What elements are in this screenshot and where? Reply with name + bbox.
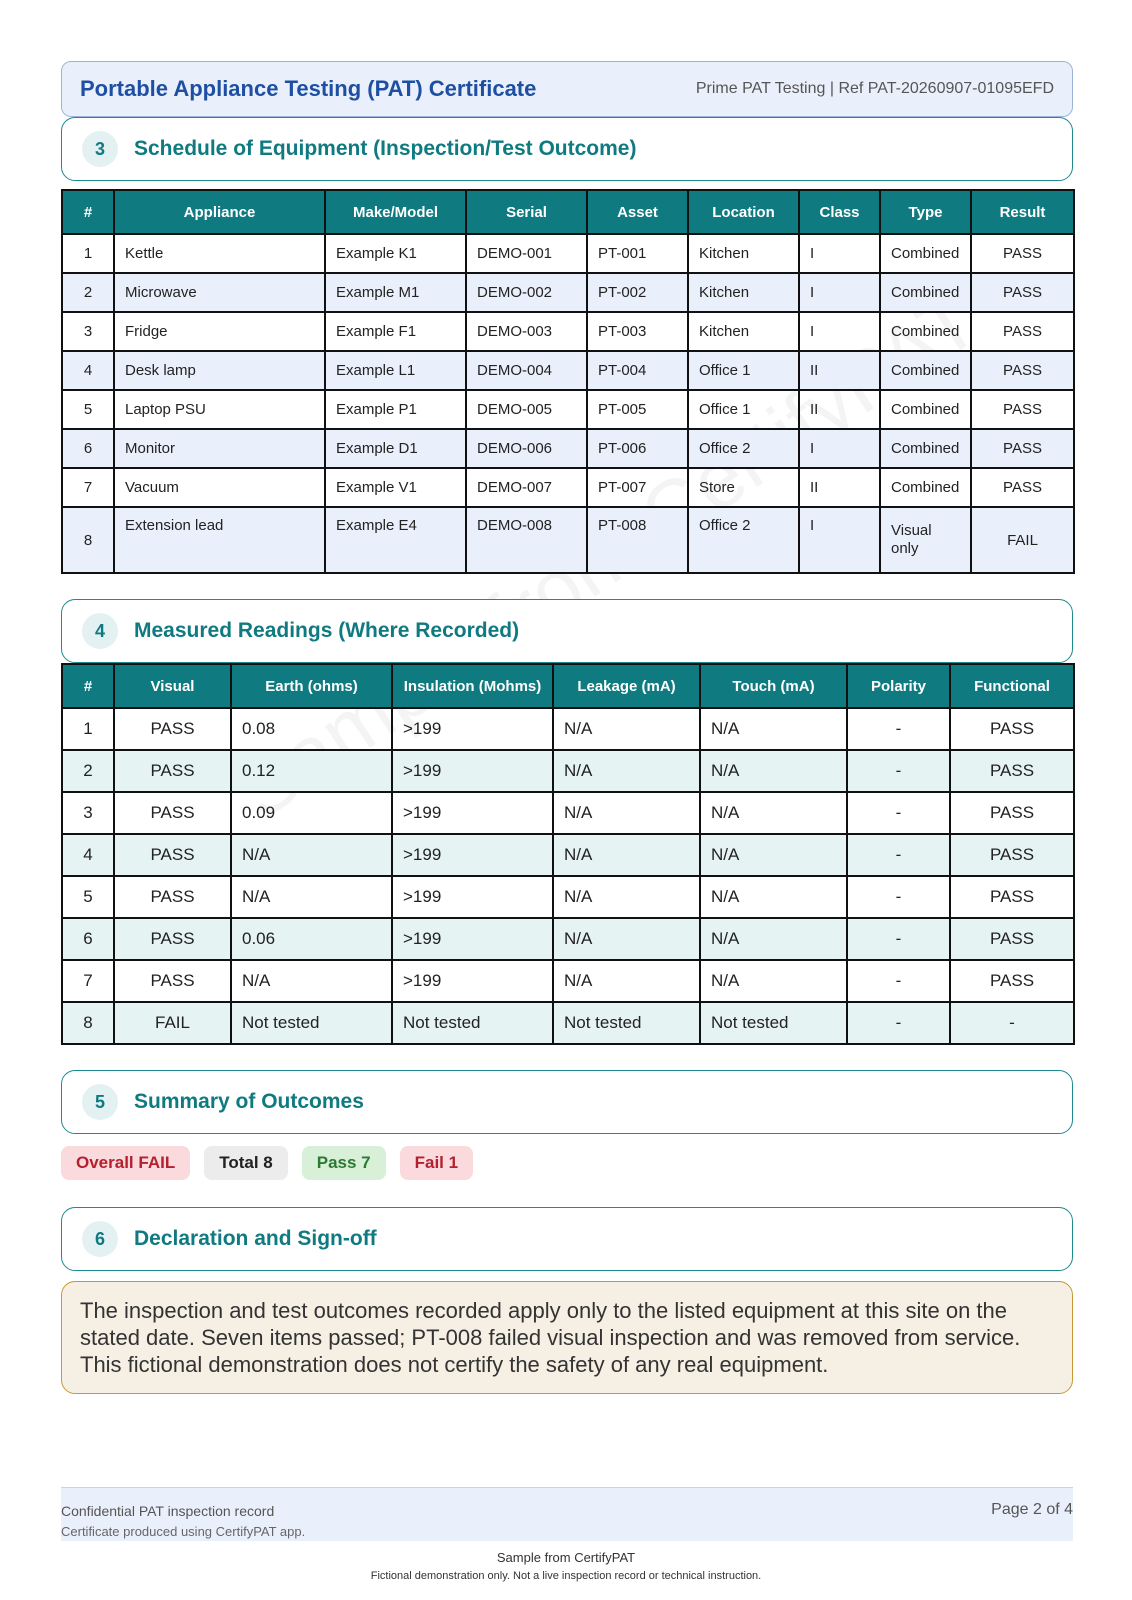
pass-count-badge: Pass 7: [302, 1146, 386, 1180]
section-number: 4: [82, 613, 118, 649]
table-cell: Office 2: [688, 429, 799, 468]
table-cell: >199: [392, 876, 553, 918]
table-cell: Microwave: [114, 273, 325, 312]
table-cell: N/A: [553, 792, 700, 834]
table-cell: PASS: [950, 918, 1074, 960]
table-cell: PASS: [971, 351, 1074, 390]
table-cell: Fridge: [114, 312, 325, 351]
table-cell: Not tested: [700, 1002, 847, 1044]
table-row: [62, 834, 1074, 876]
column-header: Earth (ohms): [231, 664, 392, 708]
table-cell: 2: [62, 750, 114, 792]
table-cell: N/A: [700, 792, 847, 834]
table-cell: I: [799, 507, 880, 573]
table-cell: >199: [392, 918, 553, 960]
column-header: Polarity: [847, 664, 950, 708]
table-cell: Kettle: [114, 234, 325, 273]
table-cell: I: [799, 234, 880, 273]
column-header: Functional: [950, 664, 1074, 708]
table-cell: PT-002: [587, 273, 688, 312]
table-cell: Example F1: [325, 312, 466, 351]
table-cell: N/A: [553, 750, 700, 792]
table-cell: II: [799, 468, 880, 507]
table-cell: 5: [62, 390, 114, 429]
table-cell: PT-004: [587, 351, 688, 390]
table-cell: Combined: [880, 312, 971, 351]
table-cell: PASS: [950, 750, 1074, 792]
table-row: [62, 960, 1074, 1002]
table-row: [62, 876, 1074, 918]
table-cell: Laptop PSU: [114, 390, 325, 429]
table-cell: N/A: [553, 834, 700, 876]
table-cell: N/A: [700, 876, 847, 918]
table-cell: N/A: [700, 960, 847, 1002]
table-cell: 6: [62, 918, 114, 960]
table-cell: 6: [62, 429, 114, 468]
table-row: [62, 918, 1074, 960]
equipment-table: [61, 189, 1075, 574]
table-cell: 3: [62, 312, 114, 351]
table-cell: FAIL: [114, 1002, 231, 1044]
table-cell: Example M1: [325, 273, 466, 312]
table-cell: PT-005: [587, 390, 688, 429]
table-row: [62, 792, 1074, 834]
table-cell: PT-006: [587, 429, 688, 468]
table-cell: DEMO-003: [466, 312, 587, 351]
table-cell: >199: [392, 834, 553, 876]
table-cell: PT-008: [587, 507, 688, 573]
table-cell: PASS: [971, 429, 1074, 468]
table-cell: PT-001: [587, 234, 688, 273]
table-cell: PASS: [971, 390, 1074, 429]
column-header: Class: [799, 190, 880, 234]
table-cell: Example K1: [325, 234, 466, 273]
table-cell: Extension lead: [114, 507, 325, 573]
table-cell: Kitchen: [688, 234, 799, 273]
column-header: #: [62, 664, 114, 708]
table-row: [62, 390, 1074, 429]
column-header: Touch (mA): [700, 664, 847, 708]
footer-produced-by: Certificate produced using CertifyPAT app.: [61, 1524, 306, 1539]
certificate-page: [61, 61, 1073, 1394]
table-cell: 4: [62, 351, 114, 390]
table-cell: Combined: [880, 351, 971, 390]
table-cell: 0.12: [231, 750, 392, 792]
table-row: [62, 708, 1074, 750]
certificate-header: [61, 61, 1073, 117]
table-cell: Example E4: [325, 507, 466, 573]
table-cell: Office 1: [688, 390, 799, 429]
section-title: Schedule of Equipment (Inspection/Test Outcome): [134, 137, 637, 160]
table-cell: >199: [392, 750, 553, 792]
table-cell: -: [950, 1002, 1074, 1044]
table-cell: N/A: [553, 876, 700, 918]
table-row: [62, 429, 1074, 468]
table-cell: N/A: [553, 708, 700, 750]
table-row: [62, 468, 1074, 507]
table-cell: PASS: [114, 834, 231, 876]
table-cell: -: [847, 792, 950, 834]
table-cell: N/A: [231, 834, 392, 876]
table-cell: I: [799, 429, 880, 468]
table-cell: PASS: [971, 312, 1074, 351]
table-row: [62, 507, 1074, 573]
fail-count-badge: Fail 1: [400, 1146, 473, 1180]
table-cell: PASS: [114, 708, 231, 750]
section-title: Measured Readings (Where Recorded): [134, 619, 520, 642]
table-cell: DEMO-008: [466, 507, 587, 573]
table-cell: Example D1: [325, 429, 466, 468]
section-number: 3: [82, 131, 118, 167]
table-cell: -: [847, 708, 950, 750]
table-cell: 1: [62, 708, 114, 750]
table-cell: II: [799, 390, 880, 429]
readings-table: [61, 663, 1075, 1045]
table-cell: PASS: [950, 834, 1074, 876]
table-cell: PASS: [114, 960, 231, 1002]
table-cell: -: [847, 918, 950, 960]
table-cell: I: [799, 312, 880, 351]
table-cell: Not tested: [392, 1002, 553, 1044]
table-cell: -: [847, 834, 950, 876]
table-cell: N/A: [553, 918, 700, 960]
table-cell: DEMO-005: [466, 390, 587, 429]
table-cell: Example L1: [325, 351, 466, 390]
table-cell: N/A: [700, 750, 847, 792]
total-count-badge: Total 8: [204, 1146, 288, 1180]
overall-status-badge: Overall FAIL: [61, 1146, 190, 1180]
table-cell: DEMO-001: [466, 234, 587, 273]
table-cell: 1: [62, 234, 114, 273]
table-cell: Store: [688, 468, 799, 507]
section-header-declaration: [61, 1207, 1073, 1271]
table-cell: FAIL: [971, 507, 1074, 573]
table-cell: PASS: [950, 876, 1074, 918]
table-cell: -: [847, 876, 950, 918]
disclaimer-notice: Fictional demonstration only. Not a live inspection record or technical instruction.: [370, 1570, 762, 1582]
table-cell: PASS: [114, 918, 231, 960]
column-header: Insulation (Mohms): [392, 664, 553, 708]
table-cell: -: [847, 750, 950, 792]
declaration-text: The inspection and test outcomes recorded apply only to the listed equipment at this site on the stated date. Seven items passed; PT-008 failed visual inspection and was removed from service. This fictional demonstration does not certify the safety of any real equipment.: [61, 1281, 1073, 1394]
table-cell: PASS: [114, 876, 231, 918]
section-title: Declaration and Sign-off: [134, 1227, 377, 1250]
certificate-title: Portable Appliance Testing (PAT) Certificate: [80, 76, 537, 101]
table-cell: N/A: [231, 876, 392, 918]
table-cell: PASS: [950, 708, 1074, 750]
table-cell: N/A: [700, 918, 847, 960]
table-cell: Visual only: [880, 507, 971, 573]
column-header: Leakage (mA): [553, 664, 700, 708]
table-row: [62, 312, 1074, 351]
table-cell: I: [799, 273, 880, 312]
table-cell: PASS: [950, 960, 1074, 1002]
table-cell: 7: [62, 468, 114, 507]
table-cell: 2: [62, 273, 114, 312]
table-row: [62, 1002, 1074, 1044]
table-cell: Combined: [880, 468, 971, 507]
section-header-readings: [61, 599, 1073, 663]
table-cell: DEMO-006: [466, 429, 587, 468]
column-header: Result: [971, 190, 1074, 234]
table-row: [62, 351, 1074, 390]
column-header: Serial: [466, 190, 587, 234]
table-cell: 8: [62, 1002, 114, 1044]
section-number: 5: [82, 1084, 118, 1120]
table-cell: Example P1: [325, 390, 466, 429]
column-header: Visual: [114, 664, 231, 708]
table-row: [62, 750, 1074, 792]
table-cell: -: [847, 1002, 950, 1044]
table-cell: -: [847, 960, 950, 1002]
table-cell: 3: [62, 792, 114, 834]
column-header: Location: [688, 190, 799, 234]
table-cell: >199: [392, 708, 553, 750]
page-number: Page 2 of 4: [991, 1501, 1073, 1518]
table-cell: Not tested: [231, 1002, 392, 1044]
section-header-summary: [61, 1070, 1073, 1134]
table-cell: N/A: [553, 960, 700, 1002]
table-cell: Desk lamp: [114, 351, 325, 390]
summary-chips: [61, 1146, 1073, 1180]
equipment-header-row: [62, 190, 1074, 234]
table-cell: N/A: [700, 834, 847, 876]
table-cell: Combined: [880, 390, 971, 429]
column-header: Asset: [587, 190, 688, 234]
table-cell: 0.08: [231, 708, 392, 750]
table-cell: DEMO-002: [466, 273, 587, 312]
table-cell: Vacuum: [114, 468, 325, 507]
table-cell: 0.06: [231, 918, 392, 960]
table-cell: Not tested: [553, 1002, 700, 1044]
column-header: Make/Model: [325, 190, 466, 234]
table-cell: >199: [392, 792, 553, 834]
table-cell: PASS: [971, 468, 1074, 507]
table-cell: PASS: [114, 750, 231, 792]
table-cell: Kitchen: [688, 312, 799, 351]
table-cell: Combined: [880, 429, 971, 468]
table-cell: PT-003: [587, 312, 688, 351]
table-cell: 4: [62, 834, 114, 876]
table-cell: 0.09: [231, 792, 392, 834]
table-cell: Combined: [880, 234, 971, 273]
table-cell: PASS: [971, 273, 1074, 312]
sample-notice: Sample from CertifyPAT: [496, 1550, 636, 1565]
table-cell: Office 2: [688, 507, 799, 573]
section-header-equipment: [61, 117, 1073, 181]
certificate-reference: Prime PAT Testing | Ref PAT-20260907-01095EFD: [695, 80, 1054, 97]
table-cell: Example V1: [325, 468, 466, 507]
table-cell: PASS: [114, 792, 231, 834]
table-cell: PT-007: [587, 468, 688, 507]
page-footer: [61, 1487, 1073, 1541]
column-header: Appliance: [114, 190, 325, 234]
readings-header-row: [62, 664, 1074, 708]
table-cell: Office 1: [688, 351, 799, 390]
column-header: #: [62, 190, 114, 234]
table-cell: 5: [62, 876, 114, 918]
section-number: 6: [82, 1221, 118, 1257]
table-cell: Monitor: [114, 429, 325, 468]
table-cell: 8: [62, 507, 114, 573]
table-cell: DEMO-004: [466, 351, 587, 390]
table-row: [62, 234, 1074, 273]
table-cell: PASS: [971, 234, 1074, 273]
table-cell: 7: [62, 960, 114, 1002]
table-cell: >199: [392, 960, 553, 1002]
table-cell: N/A: [231, 960, 392, 1002]
table-cell: N/A: [700, 708, 847, 750]
table-row: [62, 273, 1074, 312]
table-cell: Kitchen: [688, 273, 799, 312]
footer-confidential: Confidential PAT inspection record: [61, 1503, 275, 1519]
section-title: Summary of Outcomes: [134, 1090, 364, 1113]
column-header: Type: [880, 190, 971, 234]
table-cell: II: [799, 351, 880, 390]
table-cell: DEMO-007: [466, 468, 587, 507]
table-cell: Combined: [880, 273, 971, 312]
table-cell: PASS: [950, 792, 1074, 834]
